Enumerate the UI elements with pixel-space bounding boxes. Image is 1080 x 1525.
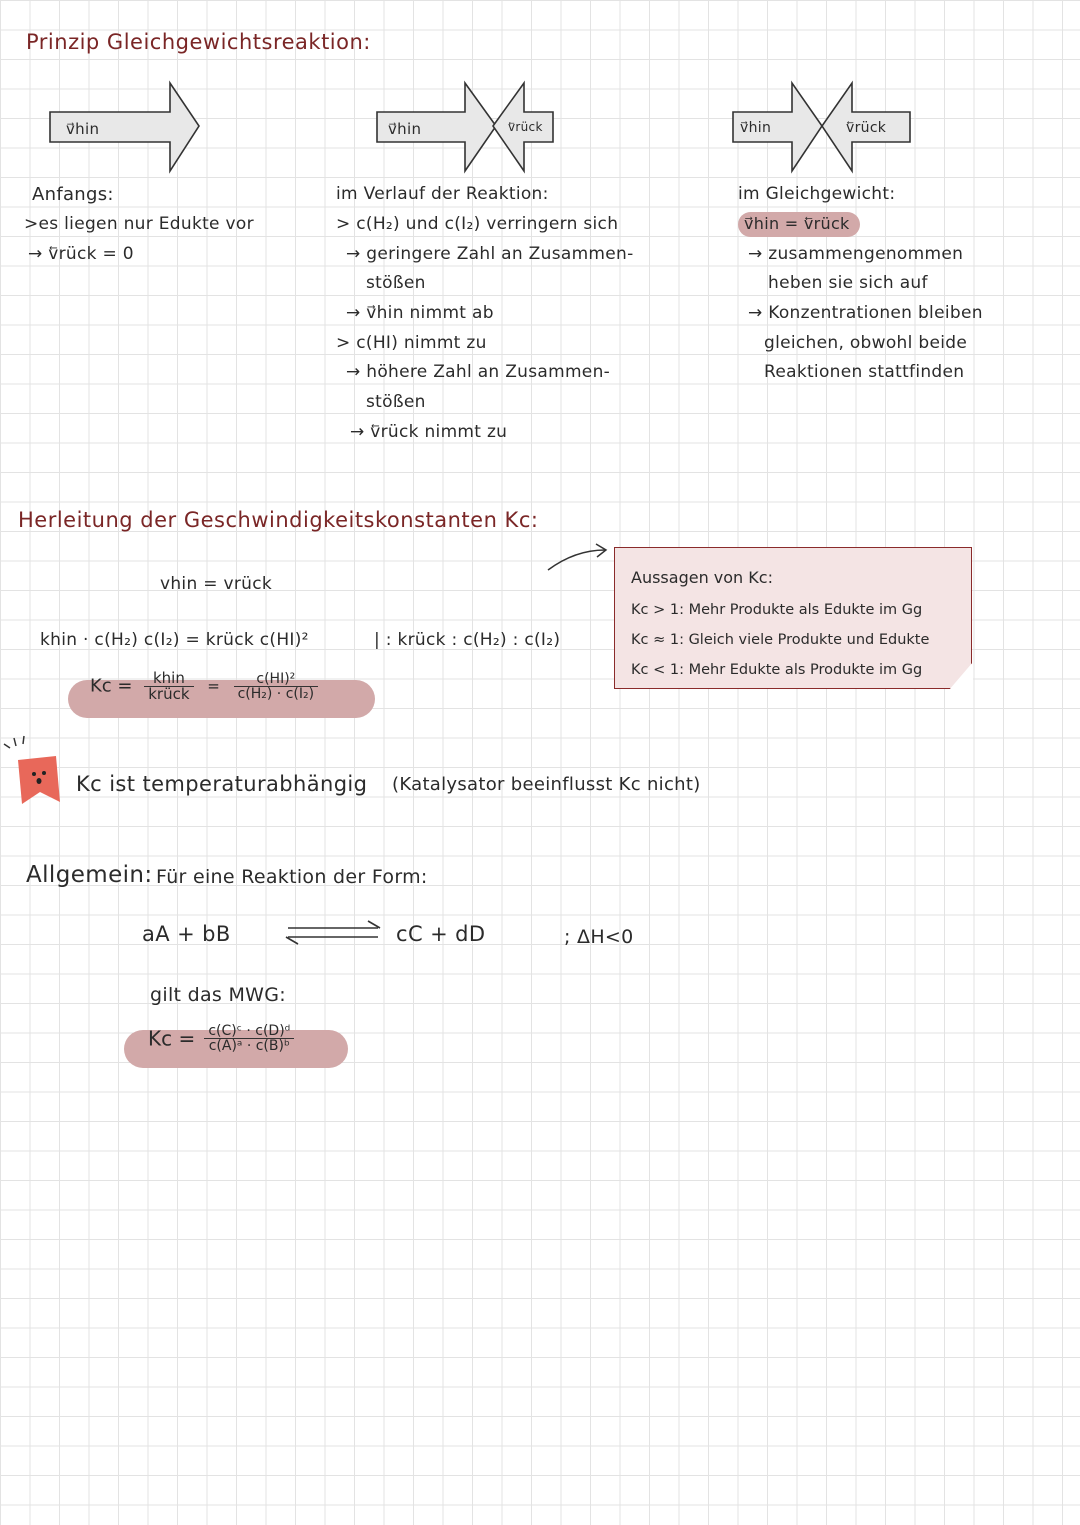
note-line-1: Kc > 1: Mehr Produkte als Edukte im Gg: [631, 602, 923, 618]
mwg-denominator: c(A)ᵃ · c(B)ᵇ: [208, 1038, 290, 1054]
col2-heading: im Verlauf der Reaktion:: [336, 184, 549, 204]
col2-line2: → geringere Zahl an Zusammen-: [346, 244, 634, 264]
kc-num-khin: khin: [144, 671, 193, 687]
mwg-kc-label: Kc =: [148, 1026, 196, 1051]
general-heading: Allgemein:: [26, 862, 153, 888]
mwg-formula: [148, 1024, 294, 1053]
arrow2-vrueck-label: v⃖rück: [508, 120, 543, 134]
col3-line1: → zusammengenommen: [748, 244, 964, 264]
kc-den-h2-i2: c(H₂) · c(I₂): [237, 686, 315, 702]
arrow3-vrueck-label: v⃖rück: [846, 120, 887, 136]
col2-line7: stößen: [366, 392, 426, 412]
section-title-derivation: Herleitung der Geschwindigkeitskonstanten Kc:: [18, 508, 539, 532]
catalyst-remark: (Katalysator beeinflusst Kc nicht): [392, 774, 701, 795]
col2-line3: stößen: [366, 273, 426, 293]
kc-num-hi: c(HI)²: [234, 672, 318, 687]
reaction-enthalpy: ; ΔH<0: [564, 926, 634, 948]
reaction-reactants: aA + bB: [142, 922, 231, 946]
note-line-3: Kc < 1: Mehr Edukte als Produkte im Gg: [631, 662, 923, 678]
col2-line5: > c(HI) nimmt zu: [336, 333, 487, 353]
col1-line2: → v⃖rück = 0: [28, 244, 134, 264]
section-title-principle: Prinzip Gleichgewichtsreaktion:: [26, 30, 371, 54]
reaction-products: cC + dD: [396, 922, 486, 946]
kc-temperature-remark: Kc ist temperaturabhängig: [76, 772, 368, 796]
col3-line4: gleichen, obwohl beide: [764, 333, 968, 353]
col3-heading: im Gleichgewicht:: [738, 184, 896, 204]
col3-line5: Reaktionen stattfinden: [764, 362, 965, 382]
col2-line1: > c(H₂) und c(I₂) verringern sich: [336, 214, 619, 234]
col2-line8: → v⃖rück nimmt zu: [350, 422, 508, 442]
kc-den-krueck: krück: [148, 685, 190, 703]
arrow1-vhin-label: v⃗hin: [66, 120, 100, 138]
rate-equation-operation: | : krück : c(H₂) : c(I₂): [374, 630, 561, 650]
note-line-2: Kc ≈ 1: Gleich viele Produkte und Edukte: [631, 632, 930, 648]
col1-heading: Anfangs:: [32, 184, 114, 205]
arrow2-vhin-label: v⃗hin: [388, 120, 422, 138]
kc-label: Kc =: [90, 675, 133, 697]
col2-line4: → v⃗hin nimmt ab: [346, 303, 494, 323]
rate-equation: khin · c(H₂) c(I₂) = krück c(HI)²: [40, 630, 309, 650]
kc-equals: =: [207, 677, 220, 695]
col1-line1: >es liegen nur Edukte vor: [24, 214, 254, 234]
general-intro: Für eine Reaktion der Form:: [156, 866, 428, 888]
col3-line2: heben sie sich auf: [768, 273, 928, 293]
mwg-fraction: [204, 1024, 294, 1053]
col3-line3: → Konzentrationen bleiben: [748, 303, 983, 323]
rate-equality: vhin = vrück: [160, 574, 272, 594]
arrow3-vhin-label: v⃗hin: [740, 120, 772, 136]
mwg-intro: gilt das MWG:: [150, 984, 286, 1006]
note-heading: Aussagen von Kc:: [631, 568, 773, 587]
col2-line6: → höhere Zahl an Zusammen-: [346, 362, 611, 382]
col3-highlight: v⃗hin = v⃖rück: [744, 214, 850, 233]
mwg-numerator: c(C)ᶜ · c(D)ᵈ: [204, 1024, 294, 1039]
